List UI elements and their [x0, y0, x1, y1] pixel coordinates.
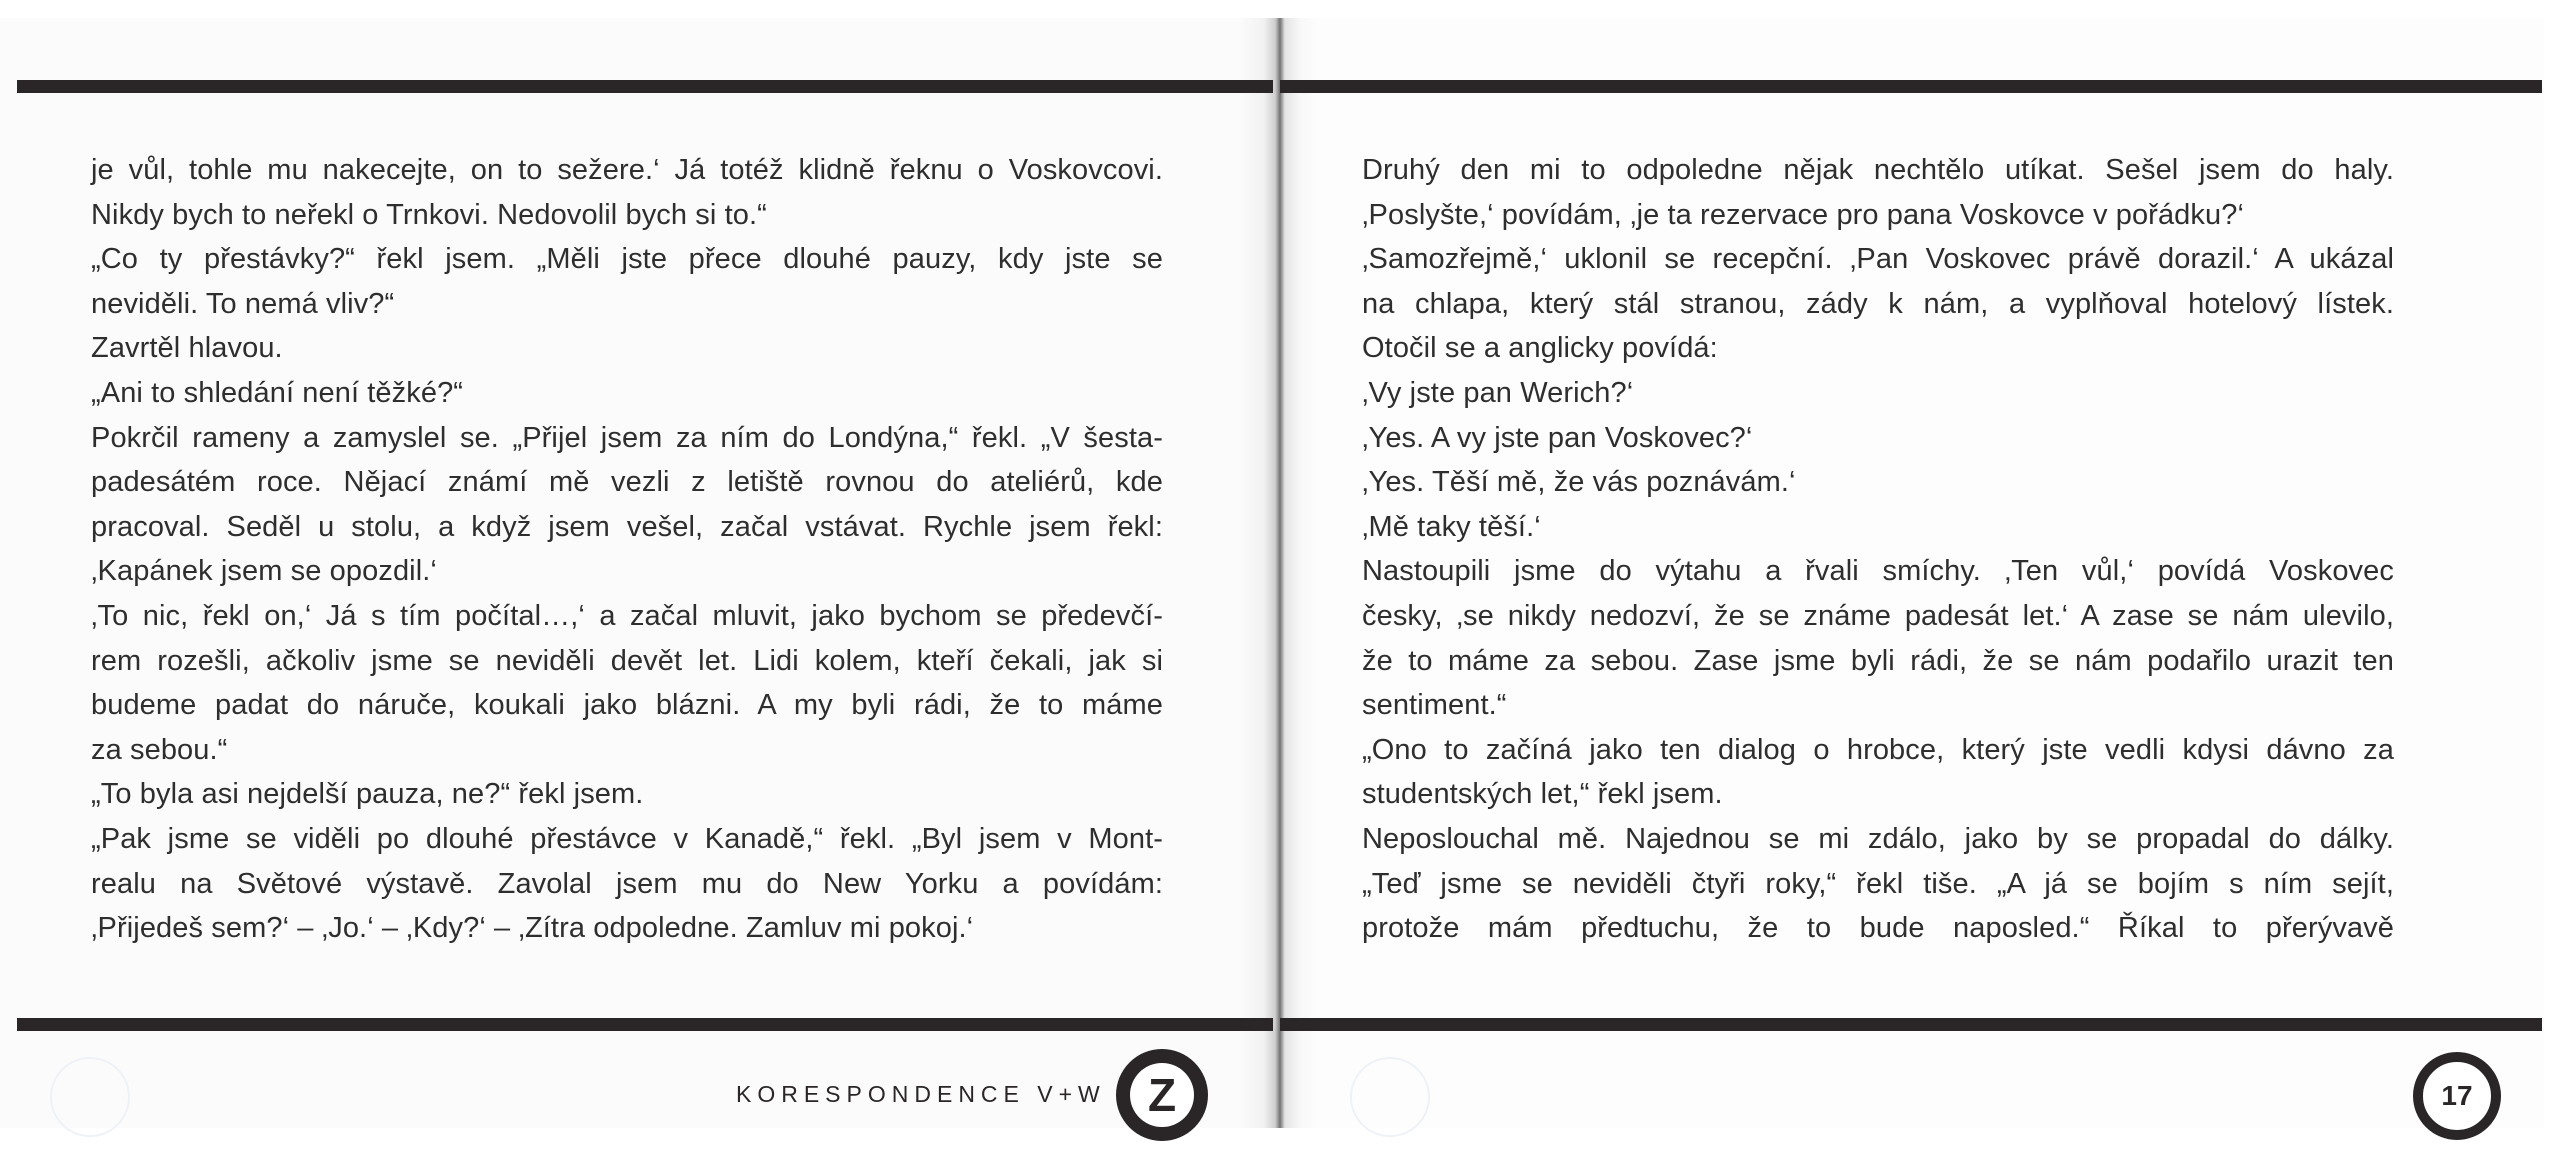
text-line: rem rozešli, ačkoliv jsme se neviděli devět let. Lidi kolem, kteří čekali, jak si — [91, 644, 1163, 677]
text-line: „To byla asi nejdelší pauza, ne?“ řekl jsem. — [91, 778, 644, 811]
text-line: „Co ty přestávky?“ řekl jsem. „Měli jste přece dlouhé pauzy, kdy jste se — [91, 243, 1163, 276]
text-line: na chlapa, který stál stranou, zády k nám, a vyplňoval hotelový lístek. — [1362, 287, 2394, 320]
text-line: Zavrtěl hlavou. — [91, 332, 283, 365]
faint-circle-mark — [50, 1057, 130, 1137]
text-line: ‚Samozřejmě,‘ uklonil se recepční. ‚Pan Voskovec právě dorazil.‘ A ukázal — [1362, 243, 2394, 276]
text-line: Druhý den mi to odpoledne nějak nechtělo utíkat. Sešel jsem do haly. — [1362, 154, 2394, 186]
text-line: „Pak jsme se viděli po dlouhé přestávce v Kanadě,“ řekl. „Byl jsem v Mont- — [91, 822, 1163, 855]
text-line: ‚Vy jste pan Werich?‘ — [1362, 376, 1634, 409]
text-line: „Teď jsme se neviděli čtyři roky,“ řekl tiše. „A já se bojím s ním sejít, — [1362, 867, 2394, 900]
text-line: česky, ‚se nikdy nedozví, že se známe padesát let.‘ A zase se nám ulevilo, — [1362, 599, 2394, 632]
text-line: realu na Světové výstavě. Zavolal jsem mu do New Yorku a povídám: — [91, 867, 1163, 900]
text-line: Otočil se a anglicky povídá: — [1362, 332, 1718, 365]
text-line: budeme padat do náruče, koukali jako blázni. A my byli rádi, že to máme — [91, 689, 1163, 722]
text-line: ‚Poslyšte,‘ povídám, ‚je ta rezervace pro pana Voskovce v pořádku?‘ — [1362, 198, 2244, 231]
running-footer-title: KORESPONDENCE V+W — [736, 1081, 1106, 1107]
text-line: sentiment.“ — [1362, 689, 1507, 722]
text-line: za sebou.“ — [91, 733, 228, 766]
text-line: protože mám předtuchu, že to bude naposled.“ Říkal to přerývavě — [1362, 912, 2394, 945]
right-body-text — [1362, 148, 2394, 951]
text-line: je vůl, tohle mu nakecejte, on to sežere.‘ Já totéž klidně řeknu o Voskovcovi. — [91, 154, 1163, 186]
text-line: ‚Yes. Těší mě, že vás poznávám.‘ — [1362, 466, 1796, 499]
faint-circle-mark — [1350, 1057, 1430, 1137]
text-line: ‚Yes. A vy jste pan Voskovec?‘ — [1362, 421, 1753, 454]
text-line: studentských let,“ řekl jsem. — [1362, 778, 1723, 811]
text-line: ‚Mě taky těší.‘ — [1362, 510, 1541, 543]
text-line: ‚To nic, řekl on,‘ Já s tím počítal…,‘ a začal mluvit, jako bychom se předevčí- — [91, 599, 1163, 632]
text-line: Nikdy bych to neřekl o Trnkovi. Nedovolil bych si to.“ — [91, 198, 767, 231]
book-gutter — [1240, 18, 1320, 1128]
text-line: neviděli. To nemá vliv?“ — [91, 287, 395, 320]
text-line: Pokrčil rameny a zamyslel se. „Přijel jsem za ním do Londýna,“ řekl. „V šesta- — [91, 421, 1163, 454]
page-number: 17 — [2413, 1052, 2501, 1140]
text-line: Neposlouchal mě. Najednou se mi zdálo, jako by se propadal do dálky. — [1362, 822, 2394, 855]
text-line: že to máme za sebou. Zase jsme byli rádi, že se nám podařilo urazit ten — [1362, 644, 2394, 677]
text-line: „Ani to shledání není těžké?“ — [91, 376, 464, 409]
text-line: ‚Kapánek jsem se opozdil.‘ — [91, 555, 437, 588]
text-line: padesátém roce. Nějací známí mě vezli z letiště rovnou do ateliérů, kde — [91, 466, 1163, 499]
text-line: ‚Přijedeš sem?‘ – ‚Jo.‘ – ‚Kdy?‘ – ‚Zítra odpoledne. Zamluv mi pokoj.‘ — [91, 912, 974, 945]
left-body-text — [91, 148, 1163, 951]
left-bottom-rule — [17, 1018, 1273, 1031]
text-line: Nastoupili jsme do výtahu a řvali smíchy. ‚Ten vůl,‘ povídá Voskovec — [1362, 555, 2394, 588]
z-logo-icon — [1116, 1049, 1208, 1141]
right-bottom-rule — [1280, 1018, 2542, 1031]
z-logo-graphic — [1116, 1049, 1208, 1141]
text-line: „Ono to začíná jako ten dialog o hrobce, který jste vedli kdysi dávno za — [1362, 733, 2394, 766]
text-line: pracoval. Seděl u stolu, a když jsem vešel, začal vstávat. Rychle jsem řekl: — [91, 510, 1163, 543]
logo-letter: Z — [1147, 1069, 1177, 1121]
right-top-rule — [1280, 80, 2542, 93]
left-top-rule — [17, 80, 1273, 93]
